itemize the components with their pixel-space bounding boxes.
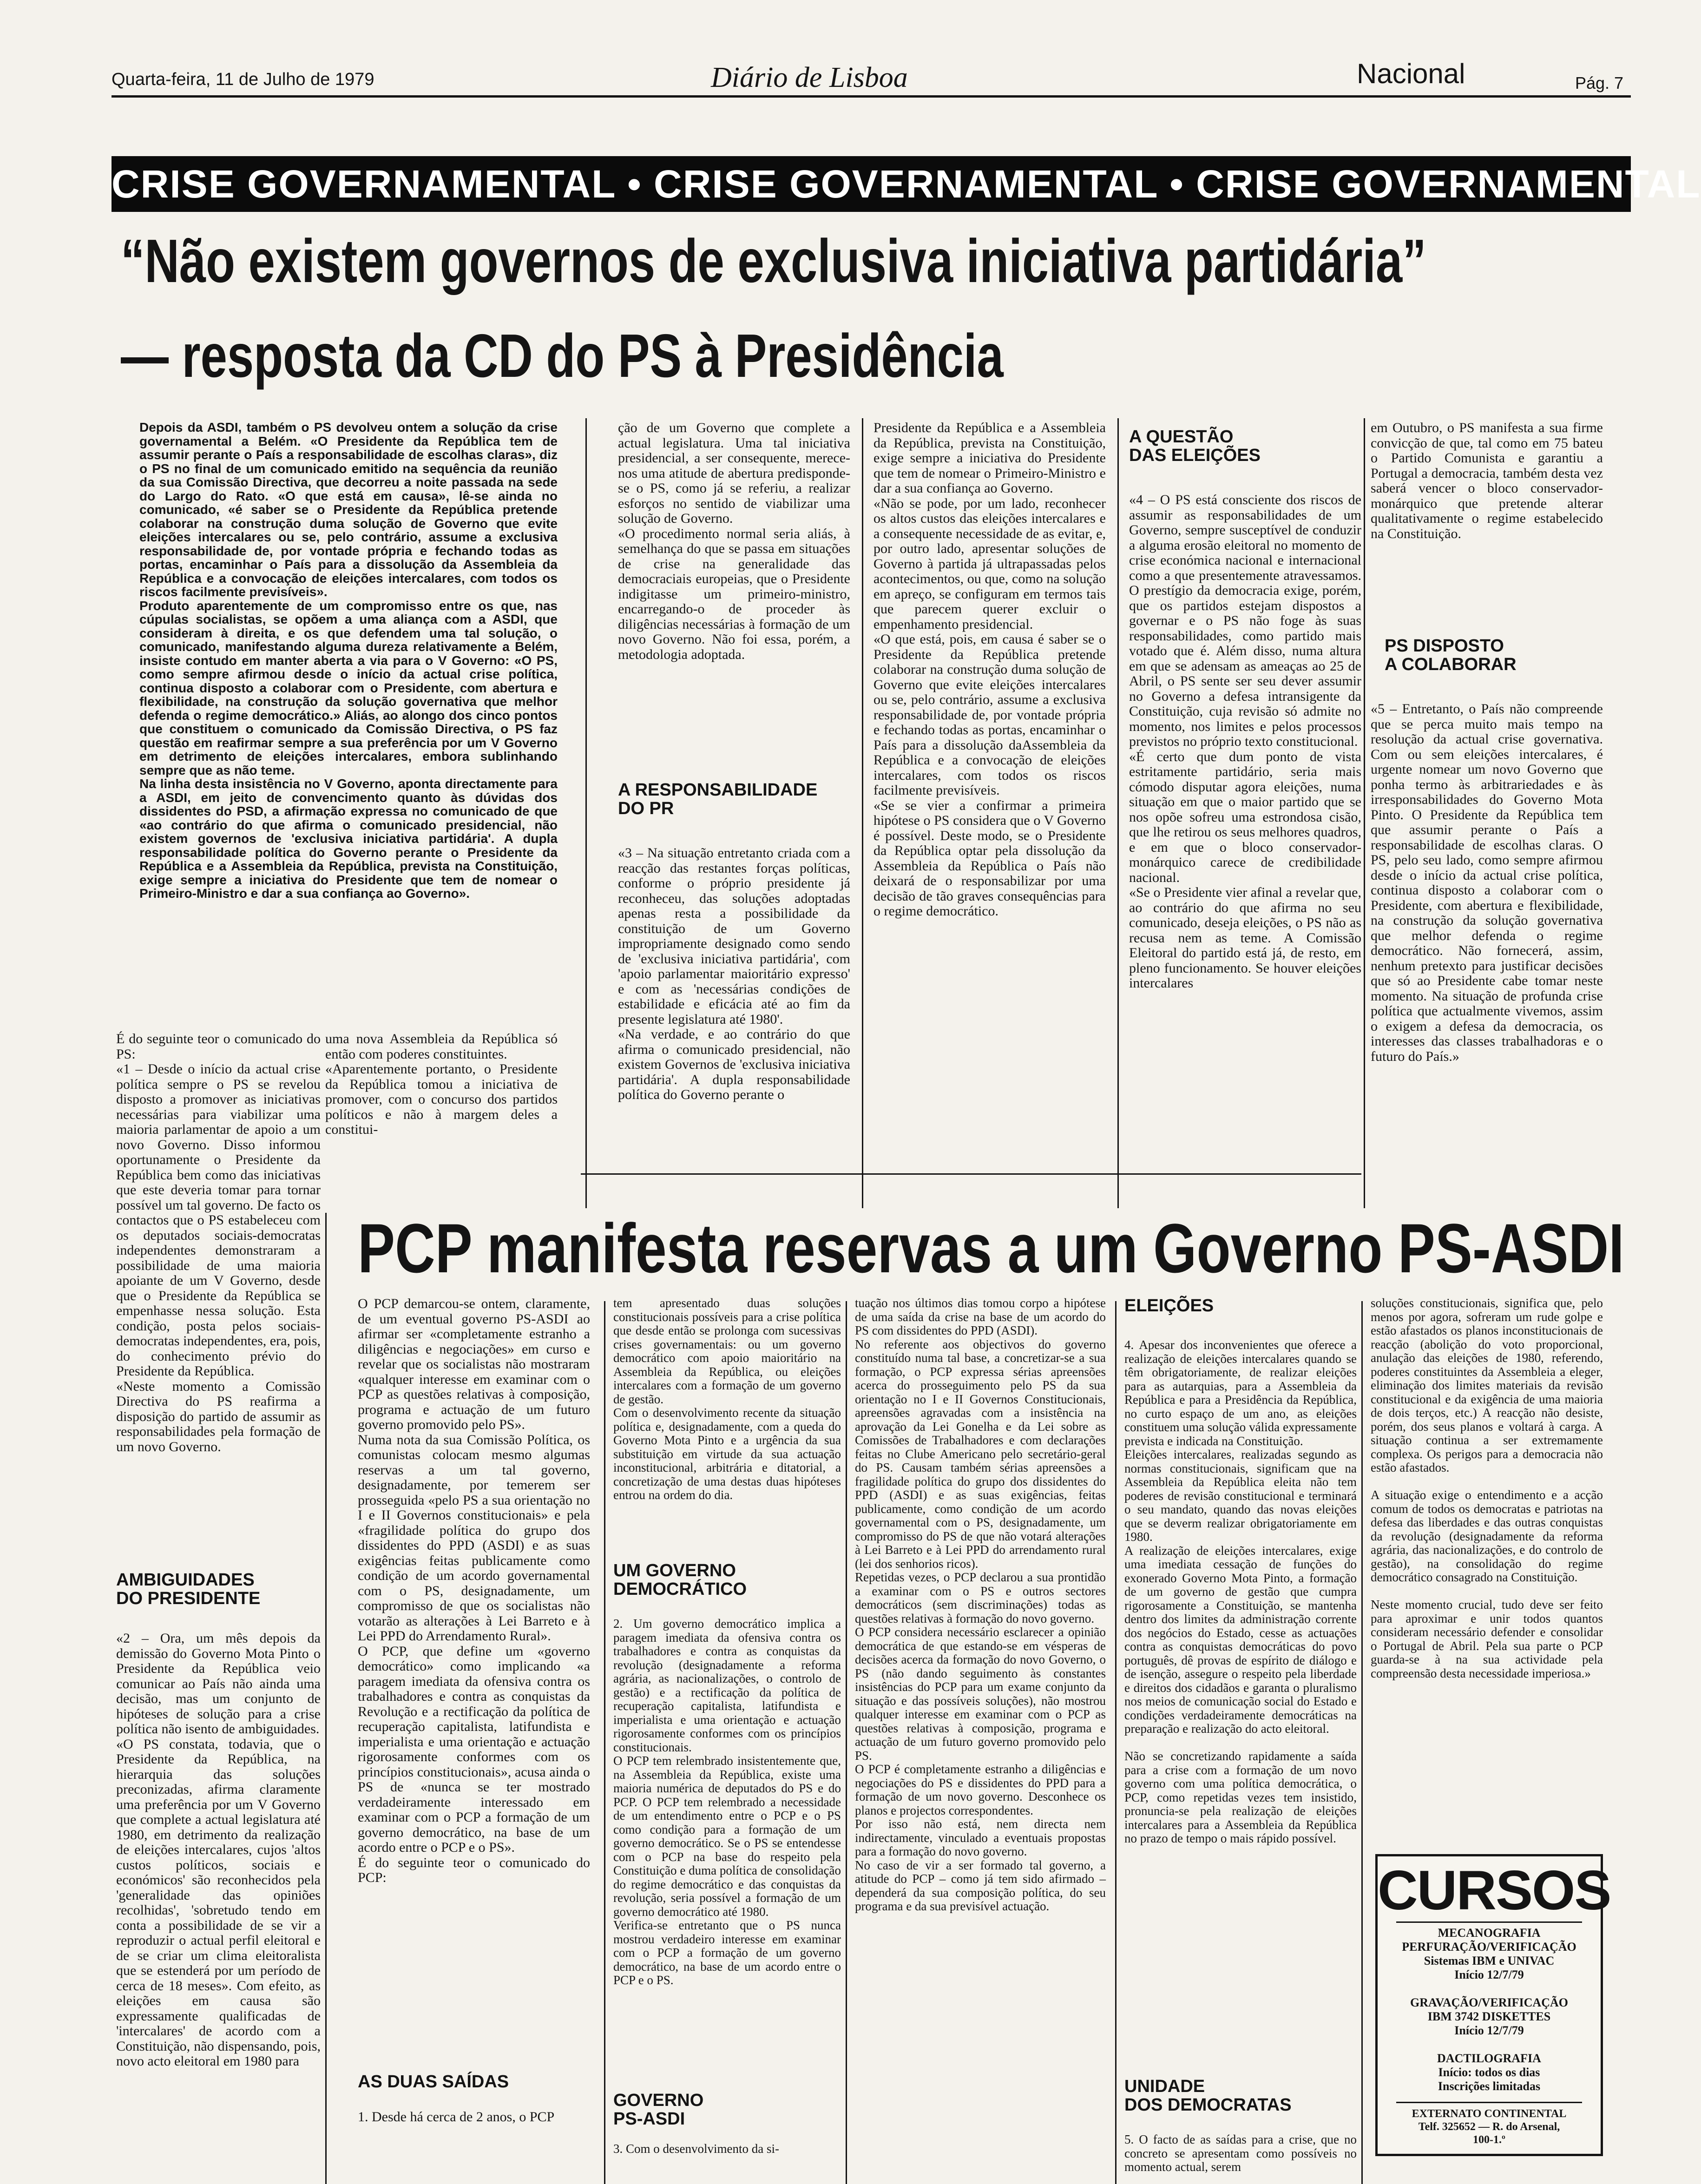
subhead-eleicoes: ELEIÇÕES — [1124, 1296, 1214, 1316]
subhead-um-governo: UM GOVERNO DEMOCRÁTICO — [613, 1561, 747, 1599]
article1-column-3b: «3 – Na situação entretanto criada com a reacção das restantes forças políticas, conforme o próprio presidente já reconheceu, das soluções adoptadas apenas resta a possibilidade da constituição de um Governo impropriamente designado como sendo de 'exclusiva iniciativa partidária', com 'apoio parlamentar maioritário expresso' e com as 'necessárias condições de estabilidade e eficácia até ao fim da presente legislatura até 1980'. «Na verdade, e ao contrário do que afirma o comunicado presidencial, não existem Governos de 'exclusiva iniciativa partidária'. A dupla responsabilidade política do Governo perante o — [618, 845, 850, 1102]
article1-lead-paragraph: Depois da ASDI, também o PS devolveu ontem a solução da crise governamental a Belém. «O Presidente da República tem de assumir perante o País a responsabilidade de escolhas claras», diz o PS no final de um comunicado emitido na sequência da reunião da sua Comissão Directiva, que decorreu a noite passada na sede do Largo do Rato. «O que está em causa», lê-se ainda no comunicado, «é saber se o Presidente da República pretende colaborar na construção duma solução de Governo que evite eleições intercalares ou se, pelo contrário, assume a exclusiva responsabilidade de, por vontade própria e fechando todas as portas, encaminhar o País para a dissolução da Assembleia da República e a convocação de eleições intercalares, com todos os riscos facilmente previsíveis». Produto aparentemente de um compromisso entre os que, nas cúpulas socialistas, se opõem a uma aliança com a ASDI, que consideram à direita, e os que defendem uma tal solução, o comunicado, manifestando alguma dureza relativamente a Belém, insiste contudo em manter aberta a via para o V Governo: «O PS, como sempre afirmou desde o início da actual crise política, continua disposto a colaborar com o Presidente, com abertura e flexibilidade, na construção da solução governativa que melhor defenda o regime democrático.» Aliás, ao alongo dos cinco pontos que constituem o comunicado da Comissão Directiva, o PS faz questão em reafirmar sempre a sua preferência por um V Governo em detrimento de eleições intercalares, embora sublinhando sempre que as não teme. Na linha desta insistência no V Governo, aponta directamente para a ASDI, em jeito de convencimento quanto às dúvidas dos dissidentes do PSD, a afirmação expressa no comunicado de que «ao contrário do que afirma o comunicado presidencial, não existem governos de 'exclusiva iniciativa partidária'. A dupla responsabilidade política do Governo perante o Presidente da República e a Assembleia da República, prevista na Constituição, exige sempre a iniciativa do Presidente que tem de nomear o Primeiro-Ministro e dar a sua confiança ao Governo». — [139, 420, 558, 901]
article1-column-4: Presidente da República e a Assembleia da República, prevista na Constituição, exige sempre a iniciativa do Presidente que tem de nomear o Primeiro-Ministro e dar a sua confiança ao Governo. «Não se pode, por um lado, reconhecer os altos custos das eleições intercalares e a consequente necessidade de as evitar, e, por outro lado, apresentar soluções de Governo à partida já ultrapassadas pelos acontecimentos, ou que, como na solução em apreço, se configuram em termos tais que parecem querer excluir o empenhamento presidencial. «O que está, pois, em causa é saber se o Presidente da República pretende colaborar na construção duma solução de Governo que evite eleições intercalares ou se, pelo contrário, assume a exclusiva responsabilidade de, por vontade própria e fechando todas as portas, encaminhar o País para a dissolução daAssembleia da República e a convocação de eleições intercalares, com todos os riscos facilmente previsíveis. «Se se vier a confirmar a primeira hipótese o PS considera que o V Governo é possível. Deste modo, se o Presidente da República optar pela dissolução da Assembleia da República o País não deixará de o responsabilizar por uma decisão de tão graves consequências para o regime democrático. — [873, 420, 1106, 919]
article1-headline-line1: “Não existem governos de exclusiva iniciativa partidária” — [121, 227, 1426, 295]
column-rule — [846, 1301, 847, 2184]
article2-column-2: O PCP demarcou-se ontem, claramente, de um eventual governo PS-ASDI ao afirmar ser «completamente estranho a diligências e negociações» em curso e revelar que os socialistas não mostraram «qualquer interesse em examinar com o PCP as questões relativas à composição, programa e actuação de um futuro governo promovido pelo PS». Numa nota da sua Comissão Política, os comunistas colocam mesmo algumas reservas a um tal governo, designadamente, por temerem ser prosseguida «pelo PS a sua orientação no I e II Governos constitucionais» e pela «fragilidade política do grupo dos dissidentes do PPD (ASDI) e as suas exigências feitas publicamente como condição de um acordo governamental com o PS, designadamente, um compromisso de que os socialistas não votarão as alterações à Lei Barreto e à Lei PPD do Arrendamento Rural». O PCP, que define um «governo democrático» como implicando «a paragem imediata da ofensiva contra os trabalhadores e contra as conquistas da Revolução e a rectificação da política de recuperação capitalista, latifundista e imperialista e uma orientação e actuação rigorosamente conformes com os princípios constitucionais», acusa ainda o PS de «nunca se ter mostrado verdadeiramente interessado em examinar com o PCP a formação de um governo democrático, na base de um acordo entre o PCP e o PS». É do seguinte teor o comunicado do PCP: — [358, 1296, 590, 1885]
column-rule — [1364, 418, 1365, 1208]
topic-banner: CRISE GOVERNAMENTAL • CRISE GOVERNAMENTAL • CRISE GOVERNAMENTAL — [112, 156, 1631, 212]
article1-column-5: «4 – O PS está consciente dos riscos de assumir as responsabilidades de um Governo, sempre susceptível de conduzir a alguma erosão eleitoral no momento de crise económica nacional e internacional como a que presentemente atravessamos. O prestígio da democracia exige, porém, que os partidos estejam dispostos a governar e o PS não foge às suas responsabilidades, como partido mais votado que é. Além disso, numa altura em que se adensam as ameaças ao 25 de Abril, o PS sente ser seu dever assumir no Governo a defesa intransigente da Constituição, cuja revisão só admite no momento, nos limites e pelos processos previstos no próprio texto constitucional. «É certo que dum ponto de vista estritamente partidário, seria mais cómodo disputar agora eleições, numa situação em que o maior partido que se nos opõe sofreu uma estrondosa cisão, que lhe retirou os seus melhores quadros, e em que o bloco conservador-monárquico carece de credibilidade nacional. «Se o Presidente vier afinal a revelar que, ao contrário do que afirma no seu comunicado, deseja eleições, o PS não as recusa nem as teme. A Comissão Eleitoral do partido está já, de resto, em pleno funcionamento. Se houver eleições intercalares — [1129, 492, 1361, 991]
subhead-governo-ps-asdi: GOVERNO PS-ASDI — [613, 2091, 704, 2129]
article-divider — [581, 1173, 1361, 1175]
article2-column-5-end: 5. O facto de as saídas para a crise, que no concreto se apresentam como possíveis no momento actual, serem — [1124, 2132, 1357, 2174]
column-rule — [1361, 1301, 1363, 2184]
ad-footer: EXTERNATO CONTINENTAL Telf. 325652 — R. do Arsenal, 100-1.º — [1412, 2108, 1567, 2146]
column-rule — [1117, 418, 1119, 1208]
article1-column-1b: «2 – Ora, um mês depois da demissão do Governo Mota Pinto o Presidente da República veio comunicar ao País não ainda uma decisão, mas um conjunto de hipóteses de solução para a crise política não isento de ambiguidades. «O PS constata, todavia, que o Presidente da República, na hierarquia das soluções preconizadas, afirma claramente uma preferência por um V Governo que complete a actual legislatura até 1980, em detrimento da realização de eleições intercalares, cujos 'altos custos políticos, sociais e económicos' são reconhecidos pela 'generalidade das opiniões recolhidas', 'sobretudo tendo em conta a possibilidade de se vir a reproduzir o actual perfil eleitoral e de se criar um clima eleitoralista que se estenderá por um período de cerca de 18 meses». Com efeito, as eleições em causa são expressamente qualificadas de 'intercalares' de acordo com a Constituição, não dispensando, pois, novo acto eleitoral em 1980 para — [116, 1631, 321, 2069]
article2-column-5: 4. Apesar dos inconvenientes que oferece a realização de eleições intercalares quando se têm obrigatoriamente, de realizar eleições para as autarquias, para a Assembleia da República e para a Presidência da República, no curto espaço de um ano, as eleições constituem uma solução válida expressamente prevista e indicada na Constituição. Eleições intercalares, realizadas segundo as normas constitucionais, significam que na Assembleia da República eleita não tem poderes de revisão constitucional e terminará o seu mandato, quando das novas eleições que se deverm realizar obrigatoriamente em 1980. A realização de eleições intercalares, exige uma imediata cessação de funções do exonerado Governo Mota Pinto, a formação de um governo de gestão que cumpra rigorosamente a Constituição, se mantenha dentro dos limites da administração corrente dos negócios do Estado, cesse as actuações contra as conquistas democráticas do povo português, dê provas de espírito de diálogo e de isenção, assegure o respeito pela liberdade e direitos dos cidadãos e garanta o pluralismo nos meios de comunicação social do Estado e condições verdadeiramente democráticas na preparação e realização do acto eleitoral. Não se concretizando rapidamente a saída para a crise com a formação de um novo governo com uma política democrática, o PCP, como repetidas vezes tem insistido, pronuncia-se pela realização de eleições intercalares para a Assembleia da República no prazo de tempo o mais rápido possível. — [1124, 1338, 1357, 1845]
column-rule — [585, 418, 587, 1208]
masthead-rule — [112, 95, 1631, 98]
ad-title: CURSOS — [1378, 1859, 1611, 1921]
article2-column-3b: 2. Um governo democrático implica a paragem imediata da ofensiva contra os trabalhadores e contra as conquistas da revolução (designadamente a reforma agrária, as nacionalizações, o controlo de gestão) e a rectificação da política de recuperação capitalista, latifundista e imperialista e uma orientação e actuação rigorosamente conformes com os princípios constitucionais. O PCP tem relembrado insistentemente que, na Assembleia da República, existe uma maioria numérica de deputados do PS e do PCP. O PCP tem relembrado a necessidade de um entendimento entre o PCP e o PS como condição para a formação de um governo democrático. Se o PS se entendesse com o PCP na base do respeito pela Constituição e duma política de consolidação do regime democrático e das conquistas da revolução, seria possível a formação de um governo democrático até 1980. Verifica-se entretanto que o PS nunca mostrou verdadeiro interesse em examinar com o PCP a formação de um governo democrático, na base de um acordo entre o PCP e o PS. — [613, 1617, 841, 1987]
article1-column-6: em Outubro, o PS manifesta a sua firme convicção de que, tal como em 75 bateu o Partido Comunista e garantiu a Portugal a democracia, também desta vez saberá vencer o bloco conservador-monárquico que pretende alterar qualitativamente o regime estabelecido na Constituição. — [1371, 420, 1603, 541]
article1-column-3: ção de um Governo que complete a actual legislatura. Uma tal iniciativa presidencial, a ser consequente, merece-nos uma atitude de abertura predisponde-se o PS, como já se referiu, a realizar esforços no sentido de viabilizar uma solução de Governo. «O procedimento normal seria aliás, à semelhança do que se passa em situações de crise na generalidade das democraciais europeias, que o Presidente indigitasse um primeiro-ministro, encarregando-o de proceder às diligências necessárias à formação de um novo Governo. Não foi essa, porém, a metodologia adoptada. — [618, 420, 850, 662]
article1-column-2-top: uma nova Assembleia da República só então com poderes constituintes. «Aparentemente portanto, o Presidente da República tomou a iniciativa de promover, com o concurso dos partidos políticos e não à margem deles a constitui- — [325, 1031, 558, 1137]
ad-rule — [1396, 1921, 1582, 1923]
column-rule — [604, 1301, 605, 2184]
subhead-ps-disposto: PS DISPOSTO A COLABORAR — [1385, 636, 1517, 674]
column-rule — [862, 418, 863, 1208]
article2-column-4: tuação nos últimos dias tomou corpo a hipótese de uma saída da crise na base de um acordo do PS com dissidentes do PPD (ASDI). No referente aos objectivos do governo constituído numa tal base, a concretizar-se a sua formação, o PCP expressa sérias apreensões acerca do prosseguimento pelo PS da sua orientação no I e II Governos Constitucionais, apreensões agravadas com a insistência na aprovação da Lei Gonelha e da Lei sobre as Comissões de Trabalhadores e com declarações feitas no Clube Americano pelo secretário-geral do PS. Causam também sérias apreensões a fragilidade política do grupo dos dissidentes do PPD (ASDI) e as suas exigências, feitas publicamente, como condição de um acordo governamental com o PS, designadamente, um compromisso do PS de que não votará alterações à Lei Barreto e à Lei PPD do arrendamento rural (lei dos senhorios ricos). Repetidas vezes, o PCP declarou a sua prontidão a examinar com o PS e outros sectores democráticos (sem discriminações) todas as questões relativas à formação do novo governo. O PCP considera necessário esclarecer a opinião democrática de que estando-se em vésperas de decisões acerca da formação do novo Governo, o PS (não dando seguimento às constantes insistências do PCP para um exame conjunto da situação e das possíveis soluções), não mostrou qualquer interesse em examinar com o PCP as questões relativas à composição, programa e actuação de um futuro governo promovido pelo PS. O PCP é completamente estranho a diligências e negociações do PS e dissidentes do PPD para a formação de um novo governo. Desconhece os planos e projectos correspondentes. Por isso não está, nem directa nem indirectamente, vinculado a eventuais propostas para a formação do novo governo. No caso de vir a ser formado tal governo, a atitude do PCP – como já tem sido afirmado – dependerá da sua composição política, do seu programa e da sua previsível actuação. — [855, 1296, 1106, 1913]
column-rule — [325, 1213, 327, 2184]
issue-date: Quarta-feira, 11 de Julho de 1979 — [112, 70, 374, 89]
page-number: Pág. 7 — [1575, 73, 1624, 92]
ad-body: MECANOGRAFIA PERFURAÇÃO/VERIFICAÇÃO Sistemas IBM e UNIVAC Início 12/7/79 GRAVAÇÃO/VERIFICAÇÃO IBM 3742 DISKETTES Início 12/7/79 DACTILOGRAFIA Início: todos os dias Inscrições limitadas — [1402, 1926, 1576, 2093]
subhead-unidade: UNIDADE DOS DEMOCRATAS — [1124, 2077, 1292, 2115]
courses-advertisement — [1375, 1854, 1611, 2156]
article2-column-2-end: 1. Desde há cerca de 2 anos, o PCP — [358, 2109, 555, 2125]
newspaper-name: Diário de Lisboa — [711, 62, 908, 93]
subhead-ambiguidades: AMBIGUIDADES DO PRESIDENTE — [116, 1570, 261, 1608]
article2-column-3: tem apresentado duas soluções constitucionais possíveis para a crise política que desde então se prolonga com sucessivas crises governamentais: ou um governo democrático com apoio maioritário na Assembleia da República, ou eleições intercalares com a formação de um governo de gestão. Com o desenvolvimento recente da situação política e, designadamente, com a queda do Governo Mota Pinto e a urgência da sua substituição em virtude da sua actuação inconstitucional, arbitrária e ditatorial, a concretização de uma destas duas hipóteses entrou na ordem do dia. — [613, 1296, 841, 1502]
article1-headline-line2: — resposta da CD do PS à Presidência — [121, 322, 1004, 390]
subhead-questao-eleicoes: A QUESTÃO DAS ELEIÇÕES — [1129, 427, 1261, 465]
article1-column-6b: «5 – Entretanto, o País não compreende que se perca muito mais tempo na resolução da actual crise governativa. Com ou sem eleições intercalares, é urgente nomear um novo Governo que ponha termo às arbitrariedades e às irresponsabilidades do Governo Mota Pinto. O Presidente da República tem que assumir perante o País a responsabilidade de escolhas claras. O PS, pelo seu lado, como sempre afirmou desde o início da actual crise política, continua disposto a colaborar com o Presidente, com abertura e flexibilidade, na construção da solução governativa que melhor defenda o regime democrático. Não fornecerá, assim, nenhum pretexto para justificar decisões que só ao Presidente cabe tomar neste momento. Na situação de profunda crise política que actualmente vivemos, assim o exigem a defesa da democracia, os interesses das classes trabalhadoras e o futuro do País.» — [1371, 701, 1603, 1064]
article2-headline: PCP manifesta reservas a um Governo PS-ASDI — [358, 1209, 1624, 1287]
article2-column-6: soluções constitucionais, significa que, pelo menos por agora, sofreram um rude golpe e estão afastados os planos inconstitucionais de reacção (abolição do voto proporcional, anulação das eleições de 1980, referendo, poderes constituintes da Assembleia a eleger, eliminação dos limites materiais da revisão constitucional e da exigência de uma maioria de dois terços, etc.) A reacção não desiste, porém, dos seus planos e voltará à carga. A situação continua a ser extremamente complexa. Os perigos para a democracia não estão afastados. A situação exige o entendimento e a acção comum de todos os democratas e patriotas na defesa das liberdades e das outras conquistas da revolução (designadamente da reforma agrária, das nacionalizações, e do controlo de gestão), na consolidação do regime democrático consagrado na Constituição. Neste momento crucial, tudo deve ser feito para aproximar e unir todos quantos consideram necessário defender e consolidar o Portugal de Abril. Pela sua parte o PCP guarda-se à na sua actividade pela compreensão desta necessidade imperiosa.» — [1371, 1296, 1603, 1680]
subhead-duas-saidas: AS DUAS SAÍDAS — [358, 2072, 509, 2092]
subhead-responsabilidade: A RESPONSABILIDADE DO PR — [618, 780, 818, 818]
article1-column-1: É do seguinte teor o comunicado do PS: «1 – Desde o início da actual crise política sempre o PS se revelou disposto a promover as iniciativas necessárias para viabilizar uma maioria parlamentar de apoio a um novo Governo. Disso informou oportunamente o Presidente da República bem como das iniciativas que este deveria tomar para tornar possível um tal governo. De facto os contactos que o PS estabeleceu com os deputados sociais-democratas independentes demonstraram a possibilidade de uma maioria apoiante de um V Governo, desde que o Presidente da República se empenhasse nessa solução. Esta condição, posta pelos sociais-democratas independentes, era, pois, do conhecimento prévio do Presidente da República. «Neste momento a Comissão Directiva do PS reafirma a disposição do partido de assumir as responsabilidades pela formação de um novo Governo. — [116, 1031, 321, 1454]
section-name: Nacional — [1357, 58, 1465, 89]
column-rule — [1115, 1301, 1116, 2184]
ad-rule — [1396, 2102, 1582, 2103]
article2-column-3-end: 3. Com o desenvolvimento da si- — [613, 2142, 779, 2156]
